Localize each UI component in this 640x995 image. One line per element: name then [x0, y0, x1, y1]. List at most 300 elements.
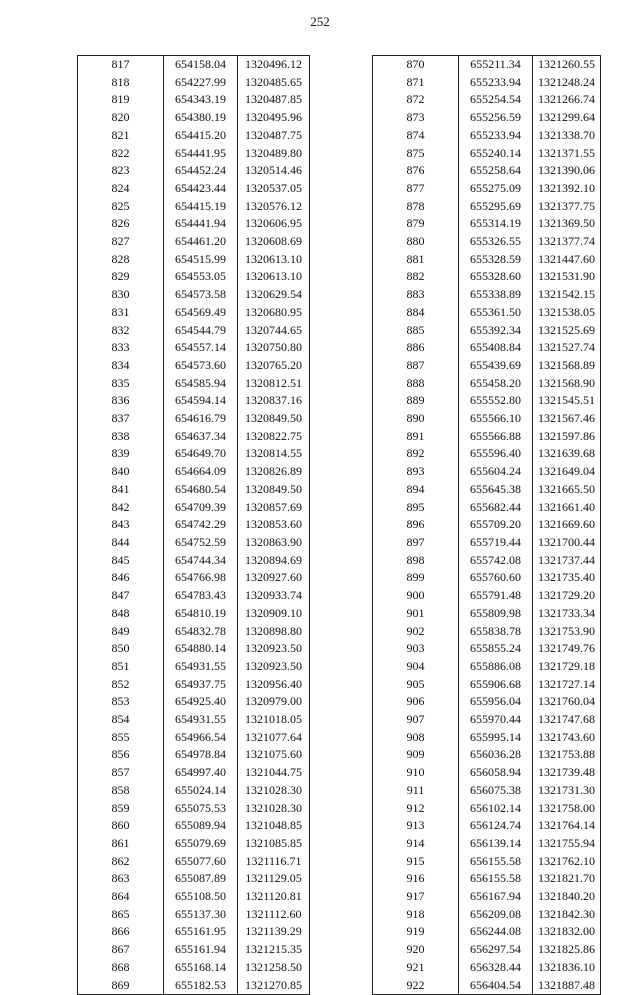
point-number-cell: 824 — [78, 180, 164, 198]
y-coordinate-cell: 1321266.74 — [533, 91, 601, 109]
x-coordinate-cell: 654616.79 — [164, 410, 238, 428]
point-number-cell: 841 — [78, 481, 164, 499]
x-coordinate-cell: 654709.39 — [164, 499, 238, 517]
table-row — [78, 339, 310, 357]
point-number-cell: 883 — [373, 286, 459, 304]
point-number-cell: 856 — [78, 746, 164, 764]
x-coordinate-cell: 655075.53 — [164, 800, 238, 818]
table-row — [373, 268, 601, 286]
table-row — [78, 923, 310, 941]
point-number-cell: 867 — [78, 941, 164, 959]
table-row — [373, 215, 601, 233]
point-number-cell: 908 — [373, 729, 459, 747]
point-number-cell: 852 — [78, 676, 164, 694]
point-number-cell: 848 — [78, 605, 164, 623]
table-row — [373, 481, 601, 499]
y-coordinate-cell: 1321028.30 — [238, 782, 310, 800]
point-number-cell: 916 — [373, 870, 459, 888]
table-row — [78, 835, 310, 853]
table-row — [373, 959, 601, 977]
point-number-cell: 922 — [373, 977, 459, 995]
point-number-cell: 851 — [78, 658, 164, 676]
table-row — [78, 463, 310, 481]
y-coordinate-cell: 1321832.00 — [533, 923, 601, 941]
x-coordinate-cell: 654380.19 — [164, 109, 238, 127]
x-coordinate-cell: 654742.29 — [164, 516, 238, 534]
x-coordinate-cell: 656167.94 — [459, 888, 533, 906]
table-row — [78, 906, 310, 924]
point-number-cell: 847 — [78, 587, 164, 605]
point-number-cell: 826 — [78, 215, 164, 233]
y-coordinate-cell: 1321747.68 — [533, 711, 601, 729]
table-row — [78, 322, 310, 340]
table-row — [78, 286, 310, 304]
x-coordinate-cell: 655137.30 — [164, 906, 238, 924]
x-coordinate-cell: 654553.05 — [164, 268, 238, 286]
y-coordinate-cell: 1320826.89 — [238, 463, 310, 481]
y-coordinate-cell: 1321028.30 — [238, 800, 310, 818]
table-row — [373, 906, 601, 924]
table-row — [373, 623, 601, 641]
page-number: 252 — [310, 14, 330, 29]
point-number-cell: 872 — [373, 91, 459, 109]
table-row — [373, 499, 601, 517]
y-coordinate-cell: 1321755.94 — [533, 835, 601, 853]
y-coordinate-cell: 1321753.88 — [533, 746, 601, 764]
point-number-cell: 897 — [373, 534, 459, 552]
y-coordinate-cell: 1321538.05 — [533, 304, 601, 322]
x-coordinate-cell: 654461.20 — [164, 233, 238, 251]
x-coordinate-cell: 655233.94 — [459, 127, 533, 145]
table-row — [78, 853, 310, 871]
x-coordinate-cell: 655254.54 — [459, 91, 533, 109]
point-number-cell: 920 — [373, 941, 459, 959]
table-row — [78, 764, 310, 782]
point-number-cell: 892 — [373, 445, 459, 463]
table-row — [78, 605, 310, 623]
x-coordinate-cell: 656102.14 — [459, 800, 533, 818]
x-coordinate-cell: 654441.94 — [164, 215, 238, 233]
y-coordinate-cell: 1321377.74 — [533, 233, 601, 251]
point-number-cell: 821 — [78, 127, 164, 145]
table-row — [373, 127, 601, 145]
x-coordinate-cell: 656328.44 — [459, 959, 533, 977]
x-coordinate-cell: 654931.55 — [164, 711, 238, 729]
table-row — [373, 357, 601, 375]
point-number-cell: 899 — [373, 569, 459, 587]
table-row — [78, 162, 310, 180]
table-row — [373, 109, 601, 127]
table-row — [78, 569, 310, 587]
y-coordinate-cell: 1320979.00 — [238, 693, 310, 711]
table-row — [373, 800, 601, 818]
y-coordinate-cell: 1321737.44 — [533, 552, 601, 570]
point-number-cell: 844 — [78, 534, 164, 552]
y-coordinate-cell: 1321260.55 — [533, 56, 601, 74]
y-coordinate-cell: 1321825.86 — [533, 941, 601, 959]
x-coordinate-cell: 655760.60 — [459, 569, 533, 587]
point-number-cell: 845 — [78, 552, 164, 570]
table-row — [373, 729, 601, 747]
x-coordinate-cell: 655596.40 — [459, 445, 533, 463]
table-row — [373, 286, 601, 304]
table-row — [78, 623, 310, 641]
x-coordinate-cell: 655295.69 — [459, 198, 533, 216]
point-number-cell: 877 — [373, 180, 459, 198]
point-number-cell: 898 — [373, 552, 459, 570]
x-coordinate-cell: 655161.95 — [164, 923, 238, 941]
x-coordinate-cell: 655566.10 — [459, 410, 533, 428]
x-coordinate-cell: 655392.34 — [459, 322, 533, 340]
point-number-cell: 896 — [373, 516, 459, 534]
x-coordinate-cell: 654158.04 — [164, 56, 238, 74]
x-coordinate-cell: 655645.38 — [459, 481, 533, 499]
y-coordinate-cell: 1320496.12 — [238, 56, 310, 74]
x-coordinate-cell: 655604.24 — [459, 463, 533, 481]
table-row — [78, 233, 310, 251]
y-coordinate-cell: 1321597.86 — [533, 428, 601, 446]
table-row — [373, 923, 601, 941]
point-number-cell: 912 — [373, 800, 459, 818]
point-number-cell: 819 — [78, 91, 164, 109]
y-coordinate-cell: 1321836.10 — [533, 959, 601, 977]
coordinates-table-right — [372, 55, 601, 995]
point-number-cell: 911 — [373, 782, 459, 800]
table-row — [373, 941, 601, 959]
x-coordinate-cell: 655682.44 — [459, 499, 533, 517]
x-coordinate-cell: 654832.78 — [164, 623, 238, 641]
x-coordinate-cell: 656075.38 — [459, 782, 533, 800]
table-row — [373, 516, 601, 534]
table-row — [78, 676, 310, 694]
x-coordinate-cell: 654423.44 — [164, 180, 238, 198]
x-coordinate-cell: 654937.75 — [164, 676, 238, 694]
table-row — [373, 56, 601, 74]
table-row — [78, 215, 310, 233]
point-number-cell: 891 — [373, 428, 459, 446]
x-coordinate-cell: 655970.44 — [459, 711, 533, 729]
table-row — [78, 392, 310, 410]
y-coordinate-cell: 1321661.40 — [533, 499, 601, 517]
x-coordinate-cell: 655328.59 — [459, 251, 533, 269]
table-row — [78, 304, 310, 322]
y-coordinate-cell: 1321248.24 — [533, 74, 601, 92]
y-coordinate-cell: 1320933.74 — [238, 587, 310, 605]
y-coordinate-cell: 1320485.65 — [238, 74, 310, 92]
point-number-cell: 858 — [78, 782, 164, 800]
y-coordinate-cell: 1320849.50 — [238, 481, 310, 499]
y-coordinate-cell: 1321447.60 — [533, 251, 601, 269]
x-coordinate-cell: 655240.14 — [459, 145, 533, 163]
table-row — [373, 74, 601, 92]
y-coordinate-cell: 1321525.69 — [533, 322, 601, 340]
point-number-cell: 918 — [373, 906, 459, 924]
y-coordinate-cell: 1321077.64 — [238, 729, 310, 747]
table-row — [373, 534, 601, 552]
x-coordinate-cell: 654880.14 — [164, 640, 238, 658]
table-row — [78, 977, 310, 995]
point-number-cell: 833 — [78, 339, 164, 357]
x-coordinate-cell: 656058.94 — [459, 764, 533, 782]
y-coordinate-cell: 1321731.30 — [533, 782, 601, 800]
y-coordinate-cell: 1320765.20 — [238, 357, 310, 375]
point-number-cell: 831 — [78, 304, 164, 322]
table-row — [78, 640, 310, 658]
y-coordinate-cell: 1321729.20 — [533, 587, 601, 605]
point-number-cell: 888 — [373, 375, 459, 393]
y-coordinate-cell: 1321129.05 — [238, 870, 310, 888]
table-row — [373, 392, 601, 410]
x-coordinate-cell: 654227.99 — [164, 74, 238, 92]
table-row — [78, 782, 310, 800]
x-coordinate-cell: 654557.14 — [164, 339, 238, 357]
table-row — [373, 605, 601, 623]
point-number-cell: 901 — [373, 605, 459, 623]
point-number-cell: 835 — [78, 375, 164, 393]
table-row — [78, 693, 310, 711]
x-coordinate-cell: 654515.99 — [164, 251, 238, 269]
x-coordinate-cell: 654452.24 — [164, 162, 238, 180]
point-number-cell: 895 — [373, 499, 459, 517]
point-number-cell: 818 — [78, 74, 164, 92]
y-coordinate-cell: 1321567.46 — [533, 410, 601, 428]
x-coordinate-cell: 655719.44 — [459, 534, 533, 552]
point-number-cell: 842 — [78, 499, 164, 517]
x-coordinate-cell: 655906.68 — [459, 676, 533, 694]
x-coordinate-cell: 654810.19 — [164, 605, 238, 623]
point-number-cell: 915 — [373, 853, 459, 871]
table-row — [373, 445, 601, 463]
y-coordinate-cell: 1321215.35 — [238, 941, 310, 959]
table-row — [373, 145, 601, 163]
table-row — [373, 817, 601, 835]
x-coordinate-cell: 655338.89 — [459, 286, 533, 304]
point-number-cell: 917 — [373, 888, 459, 906]
point-number-cell: 876 — [373, 162, 459, 180]
y-coordinate-cell: 1320956.40 — [238, 676, 310, 694]
point-number-cell: 863 — [78, 870, 164, 888]
table-row — [78, 499, 310, 517]
y-coordinate-cell: 1321390.06 — [533, 162, 601, 180]
table-row — [78, 729, 310, 747]
point-number-cell: 865 — [78, 906, 164, 924]
y-coordinate-cell: 1320613.10 — [238, 268, 310, 286]
y-coordinate-cell: 1321649.04 — [533, 463, 601, 481]
x-coordinate-cell: 655439.69 — [459, 357, 533, 375]
point-number-cell: 859 — [78, 800, 164, 818]
table-row — [78, 817, 310, 835]
point-number-cell: 862 — [78, 853, 164, 871]
y-coordinate-cell: 1320849.50 — [238, 410, 310, 428]
point-number-cell: 884 — [373, 304, 459, 322]
table-row — [373, 198, 601, 216]
x-coordinate-cell: 654594.14 — [164, 392, 238, 410]
point-number-cell: 887 — [373, 357, 459, 375]
y-coordinate-cell: 1321018.05 — [238, 711, 310, 729]
y-coordinate-cell: 1321531.90 — [533, 268, 601, 286]
y-coordinate-cell: 1320489.80 — [238, 145, 310, 163]
x-coordinate-cell: 654573.60 — [164, 357, 238, 375]
y-coordinate-cell: 1321762.10 — [533, 853, 601, 871]
x-coordinate-cell: 655326.55 — [459, 233, 533, 251]
y-coordinate-cell: 1321840.20 — [533, 888, 601, 906]
table-row — [78, 198, 310, 216]
x-coordinate-cell: 654569.49 — [164, 304, 238, 322]
y-coordinate-cell: 1321739.48 — [533, 764, 601, 782]
point-number-cell: 820 — [78, 109, 164, 127]
y-coordinate-cell: 1321568.89 — [533, 357, 601, 375]
table-row — [373, 251, 601, 269]
table-row — [373, 463, 601, 481]
point-number-cell: 840 — [78, 463, 164, 481]
table-row — [78, 941, 310, 959]
y-coordinate-cell: 1320923.50 — [238, 640, 310, 658]
y-coordinate-cell: 1320608.69 — [238, 233, 310, 251]
point-number-cell: 910 — [373, 764, 459, 782]
point-number-cell: 866 — [78, 923, 164, 941]
x-coordinate-cell: 655855.24 — [459, 640, 533, 658]
table-row — [78, 375, 310, 393]
x-coordinate-cell: 655809.98 — [459, 605, 533, 623]
y-coordinate-cell: 1321735.40 — [533, 569, 601, 587]
y-coordinate-cell: 1320750.80 — [238, 339, 310, 357]
point-number-cell: 853 — [78, 693, 164, 711]
point-number-cell: 838 — [78, 428, 164, 446]
y-coordinate-cell: 1320853.60 — [238, 516, 310, 534]
y-coordinate-cell: 1321639.68 — [533, 445, 601, 463]
y-coordinate-cell: 1320812.51 — [238, 375, 310, 393]
y-coordinate-cell: 1320857.69 — [238, 499, 310, 517]
x-coordinate-cell: 655024.14 — [164, 782, 238, 800]
point-number-cell: 849 — [78, 623, 164, 641]
y-coordinate-cell: 1320576.12 — [238, 198, 310, 216]
table-row — [373, 569, 601, 587]
point-number-cell: 839 — [78, 445, 164, 463]
x-coordinate-cell: 655161.94 — [164, 941, 238, 959]
point-number-cell: 913 — [373, 817, 459, 835]
point-number-cell: 837 — [78, 410, 164, 428]
y-coordinate-cell: 1321338.70 — [533, 127, 601, 145]
x-coordinate-cell: 655956.04 — [459, 693, 533, 711]
y-coordinate-cell: 1321758.00 — [533, 800, 601, 818]
x-coordinate-cell: 654997.40 — [164, 764, 238, 782]
point-number-cell: 921 — [373, 959, 459, 977]
point-number-cell: 885 — [373, 322, 459, 340]
x-coordinate-cell: 654649.70 — [164, 445, 238, 463]
table-row — [78, 127, 310, 145]
point-number-cell: 843 — [78, 516, 164, 534]
x-coordinate-cell: 656209.08 — [459, 906, 533, 924]
point-number-cell: 854 — [78, 711, 164, 729]
point-number-cell: 869 — [78, 977, 164, 995]
y-coordinate-cell: 1321371.55 — [533, 145, 601, 163]
point-number-cell: 875 — [373, 145, 459, 163]
table-row — [373, 552, 601, 570]
y-coordinate-cell: 1321116.71 — [238, 853, 310, 871]
point-number-cell: 825 — [78, 198, 164, 216]
table-row — [78, 445, 310, 463]
table-row — [78, 251, 310, 269]
point-number-cell: 850 — [78, 640, 164, 658]
table-row — [373, 888, 601, 906]
table-row — [78, 410, 310, 428]
table-row — [373, 782, 601, 800]
point-number-cell: 878 — [373, 198, 459, 216]
y-coordinate-cell: 1321299.64 — [533, 109, 601, 127]
table-row — [78, 91, 310, 109]
y-coordinate-cell: 1321258.50 — [238, 959, 310, 977]
x-coordinate-cell: 654343.19 — [164, 91, 238, 109]
point-number-cell: 822 — [78, 145, 164, 163]
table-row — [78, 56, 310, 74]
point-number-cell: 909 — [373, 746, 459, 764]
table-row — [373, 676, 601, 694]
table-row — [373, 180, 601, 198]
x-coordinate-cell: 655077.60 — [164, 853, 238, 871]
x-coordinate-cell: 655552.80 — [459, 392, 533, 410]
y-coordinate-cell: 1321733.34 — [533, 605, 601, 623]
point-number-cell: 879 — [373, 215, 459, 233]
x-coordinate-cell: 654415.19 — [164, 198, 238, 216]
table-row — [373, 91, 601, 109]
table-row — [373, 693, 601, 711]
table-row — [78, 746, 310, 764]
y-coordinate-cell: 1321749.76 — [533, 640, 601, 658]
point-number-cell: 904 — [373, 658, 459, 676]
table-row — [373, 304, 601, 322]
point-number-cell: 874 — [373, 127, 459, 145]
point-number-cell: 834 — [78, 357, 164, 375]
x-coordinate-cell: 655087.89 — [164, 870, 238, 888]
table-row — [78, 74, 310, 92]
x-coordinate-cell: 656036.28 — [459, 746, 533, 764]
point-number-cell: 857 — [78, 764, 164, 782]
point-number-cell: 886 — [373, 339, 459, 357]
y-coordinate-cell: 1321887.48 — [533, 977, 601, 995]
table-row — [78, 516, 310, 534]
point-number-cell: 823 — [78, 162, 164, 180]
y-coordinate-cell: 1321821.70 — [533, 870, 601, 888]
y-coordinate-cell: 1320537.05 — [238, 180, 310, 198]
y-coordinate-cell: 1320606.95 — [238, 215, 310, 233]
y-coordinate-cell: 1321753.90 — [533, 623, 601, 641]
y-coordinate-cell: 1321048.85 — [238, 817, 310, 835]
point-number-cell: 817 — [78, 56, 164, 74]
point-number-cell: 855 — [78, 729, 164, 747]
point-number-cell: 864 — [78, 888, 164, 906]
point-number-cell: 907 — [373, 711, 459, 729]
y-coordinate-cell: 1321270.85 — [238, 977, 310, 995]
table-row — [373, 322, 601, 340]
y-coordinate-cell: 1321665.50 — [533, 481, 601, 499]
y-coordinate-cell: 1321392.10 — [533, 180, 601, 198]
table-row — [78, 180, 310, 198]
y-coordinate-cell: 1321085.85 — [238, 835, 310, 853]
point-number-cell: 846 — [78, 569, 164, 587]
y-coordinate-cell: 1320894.69 — [238, 552, 310, 570]
y-coordinate-cell: 1320613.10 — [238, 251, 310, 269]
coordinates-table-left — [77, 55, 310, 995]
x-coordinate-cell: 655566.88 — [459, 428, 533, 446]
y-coordinate-cell: 1320909.10 — [238, 605, 310, 623]
table-row — [78, 428, 310, 446]
x-coordinate-cell: 655182.53 — [164, 977, 238, 995]
y-coordinate-cell: 1321112.60 — [238, 906, 310, 924]
x-coordinate-cell: 655256.59 — [459, 109, 533, 127]
y-coordinate-cell: 1320927.60 — [238, 569, 310, 587]
table-row — [78, 870, 310, 888]
table-row — [373, 977, 601, 995]
